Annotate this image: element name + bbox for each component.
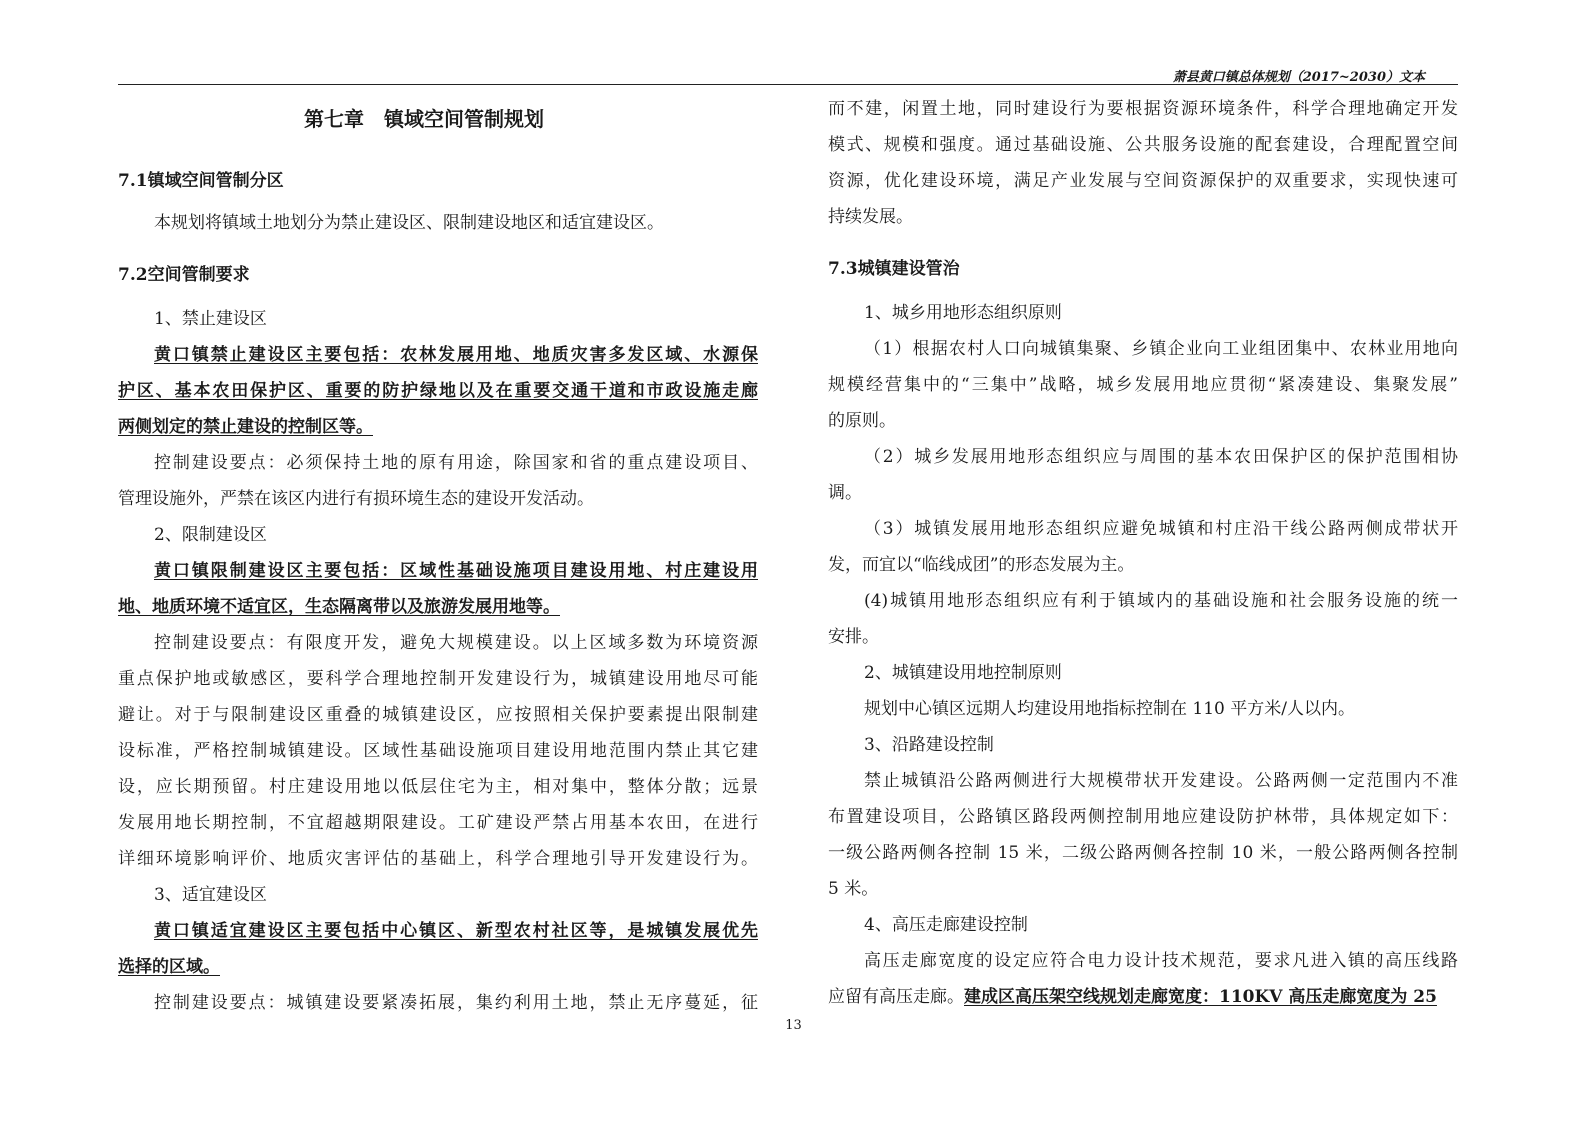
text-line: 安排。 bbox=[828, 627, 879, 647]
text-line: 的原则。 bbox=[828, 411, 896, 431]
bold-segment: 建成区高压架空线规划走廊宽度：110KV 高压走廊宽度为 25 bbox=[964, 987, 1437, 1007]
item-title: 2、限制建设区 bbox=[154, 525, 267, 545]
bold-line: 黄口镇适宜建设区主要包括中心镇区、新型农村社区等，是城镇发展优先 bbox=[154, 921, 758, 941]
running-header: 萧县黄口镇总体规划（2017~2030）文本 bbox=[1172, 70, 1425, 85]
item-title: 3、沿路建设控制 bbox=[864, 735, 994, 755]
text-line: 控制建设要点：必须保持土地的原有用途，除国家和省的重点建设项目、 bbox=[154, 453, 758, 473]
text-line: 规模经营集中的“三集中”战略，城乡发展用地应贯彻“紧凑建设、集聚发展” bbox=[828, 375, 1458, 395]
text-line: 模式、规模和强度。通过基础设施、公共服务设施的配套建设，合理配置空间 bbox=[828, 135, 1458, 155]
item-title: 4、高压走廊建设控制 bbox=[864, 915, 1028, 935]
text-line: （1）根据农村人口向城镇集聚、乡镇企业向工业组团集中、农林业用地向 bbox=[864, 339, 1458, 359]
item-title: 2、城镇建设用地控制原则 bbox=[864, 663, 1062, 683]
bold-line: 两侧划定的禁止建设的控制区等。 bbox=[118, 417, 373, 437]
text-line: 设，应长期预留。村庄建设用地以低层住宅为主，相对集中，整体分散；远景 bbox=[118, 777, 758, 797]
text-line: 设标准，严格控制城镇建设。区域性基础设施项目建设用地范围内禁止其它建 bbox=[118, 741, 758, 761]
text-segment: 应留有高压走廊。 bbox=[828, 987, 964, 1007]
text-line: 高压走廊宽度的设定应符合电力设计技术规范，要求凡进入镇的高压线路 bbox=[864, 951, 1458, 971]
bold-line: 黄口镇限制建设区主要包括：区域性基础设施项目建设用地、村庄建设用 bbox=[154, 561, 758, 581]
page-number: 13 bbox=[785, 1018, 802, 1033]
bold-line: 护区、基本农田保护区、重要的防护绿地以及在重要交通干道和市政设施走廊 bbox=[118, 381, 758, 401]
text-line: 资源，优化建设环境，满足产业发展与空间资源保护的双重要求，实现快速可 bbox=[828, 171, 1458, 191]
text-line: 5 米。 bbox=[828, 879, 879, 899]
text-line: 控制建设要点：城镇建设要紧凑拓展，集约利用土地，禁止无序蔓延，征 bbox=[154, 993, 758, 1013]
text-line: 详细环境影响评价、地质灾害评估的基础上，科学合理地引导开发建设行为。 bbox=[118, 849, 758, 869]
item-title: 1、禁止建设区 bbox=[154, 309, 267, 329]
text-line: 持续发展。 bbox=[828, 207, 913, 227]
item-title: 3、适宜建设区 bbox=[154, 885, 267, 905]
section-heading-7-3: 7.3城镇建设管治 bbox=[828, 259, 960, 279]
text-line: 管理设施外，严禁在该区内进行有损环境生态的建设开发活动。 bbox=[118, 489, 594, 509]
section-heading-7-2: 7.2空间管制要求 bbox=[118, 265, 250, 285]
chapter-title: 第七章 镇域空间管制规划 bbox=[304, 107, 544, 131]
text-line: （2）城乡发展用地形态组织应与周围的基本农田保护区的保护范围相协 bbox=[864, 447, 1458, 467]
paragraph: 本规划将镇域土地划分为禁止建设区、限制建设地区和适宜建设区。 bbox=[154, 213, 664, 233]
text-line: 调。 bbox=[828, 483, 862, 503]
text-line: （3）城镇发展用地形态组织应避免城镇和村庄沿干线公路两侧成带状开 bbox=[864, 519, 1458, 539]
text-line: 一级公路两侧各控制 15 米，二级公路两侧各控制 10 米，一般公路两侧各控制 bbox=[828, 843, 1458, 863]
text-line: 控制建设要点：有限度开发，避免大规模建设。以上区域多数为环境资源 bbox=[154, 633, 758, 653]
section-heading-7-1: 7.1镇域空间管制分区 bbox=[118, 171, 284, 191]
text-line: 避让。对于与限制建设区重叠的城镇建设区，应按照相关保护要素提出限制建 bbox=[118, 705, 758, 725]
item-title: 1、城乡用地形态组织原则 bbox=[864, 303, 1062, 323]
text-line: (4)城镇用地形态组织应有利于镇域内的基础设施和社会服务设施的统一 bbox=[864, 591, 1458, 611]
text-line: 重点保护地或敏感区，要科学合理地控制开发建设行为，城镇建设用地尽可能 bbox=[118, 669, 758, 689]
header-rule bbox=[118, 84, 1458, 85]
text-line: 而不建，闲置土地，同时建设行为要根据资源环境条件，科学合理地确定开发 bbox=[828, 99, 1458, 119]
text-line: 发，而宜以“临线成团”的形态发展为主。 bbox=[828, 555, 1135, 575]
text-line: 规划中心镇区远期人均建设用地指标控制在 110 平方米/人以内。 bbox=[864, 699, 1355, 719]
bold-line: 黄口镇禁止建设区主要包括：农林发展用地、地质灾害多发区域、水源保 bbox=[154, 345, 758, 365]
mixed-line bbox=[828, 986, 1458, 1008]
text-line: 禁止城镇沿公路两侧进行大规模带状开发建设。公路两侧一定范围内不准 bbox=[864, 771, 1458, 791]
bold-line: 选择的区域。 bbox=[118, 957, 220, 977]
text-line: 布置建设项目，公路镇区路段两侧控制用地应建设防护林带，具体规定如下： bbox=[828, 807, 1458, 827]
bold-line: 地、地质环境不适宜区，生态隔离带以及旅游发展用地等。 bbox=[118, 597, 560, 617]
text-line: 发展用地长期控制，不宜超越期限建设。工矿建设严禁占用基本农田，在进行 bbox=[118, 813, 758, 833]
